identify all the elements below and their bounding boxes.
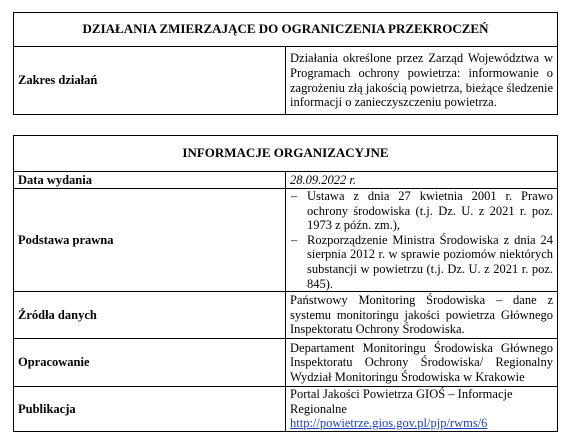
- organizational-info-title: INFORMACJE ORGANIZACYJNE: [14, 136, 558, 172]
- reduction-actions-table: [13, 12, 558, 115]
- issue-date-label: Data wydania: [14, 172, 286, 189]
- publication-link[interactable]: http://powietrze.gios.gov.pl/pjp/rwms/6: [290, 416, 488, 431]
- legal-basis-list: [290, 189, 553, 291]
- data-sources-label: Źródła danych: [14, 292, 286, 339]
- reduction-actions-title: DZIAŁANIA ZMIERZAJĄCE DO OGRANICZENIA PRZEKROCZEŃ: [14, 13, 558, 47]
- scope-label: Zakres działań: [14, 47, 286, 115]
- issue-date-value: 28.09.2022 r.: [286, 172, 558, 189]
- dash-bullet: –: [291, 189, 298, 203]
- legal-basis-item: – Rozporządzenie Ministra Środowiska z dnia 24 sierpnia 2012 r. w sprawie poziomów niektórych substancji w powietrzu (t.j. Dz. U. z 2021 r. poz. 845).: [291, 232, 553, 291]
- legal-basis-cell: [286, 189, 558, 292]
- data-sources-text: Państwowy Monitoring Środowiska – dane z systemu monitoringu jakości powietrza Głównego Inspektoratu Ochrony Środowiska.: [286, 292, 558, 339]
- publication-cell: [286, 387, 558, 432]
- publication-label: Publikacja: [14, 387, 286, 432]
- scope-text: Działania określone przez Zarząd Województwa w Programach ochrony powietrza: informowanie o zagrożeniu złą jakością powietrza, bieżące śledzenie informacji o zanieczyszczeniu powietrza.: [286, 47, 558, 115]
- organizational-info-table: [13, 135, 558, 432]
- legal-basis-label: Podstawa prawna: [14, 189, 286, 292]
- dash-bullet: –: [291, 232, 298, 247]
- prepared-by-text: Departament Monitoringu Środowiska Głównego Inspektoratu Ochrony Środowiska/ Regionalny Wydział Monitoringu Środowiska w Krakowie: [286, 339, 558, 387]
- prepared-by-label: Opracowanie: [14, 339, 286, 387]
- publication-text: Portal Jakości Powietrza GIOŚ – Informacje Regionalne: [290, 387, 513, 416]
- legal-basis-item: – Ustawa z dnia 27 kwietnia 2001 r. Prawo ochrony środowiska (t.j. Dz. U. z 2021 r. poz. 1973 z późn. zm.),: [291, 189, 553, 233]
